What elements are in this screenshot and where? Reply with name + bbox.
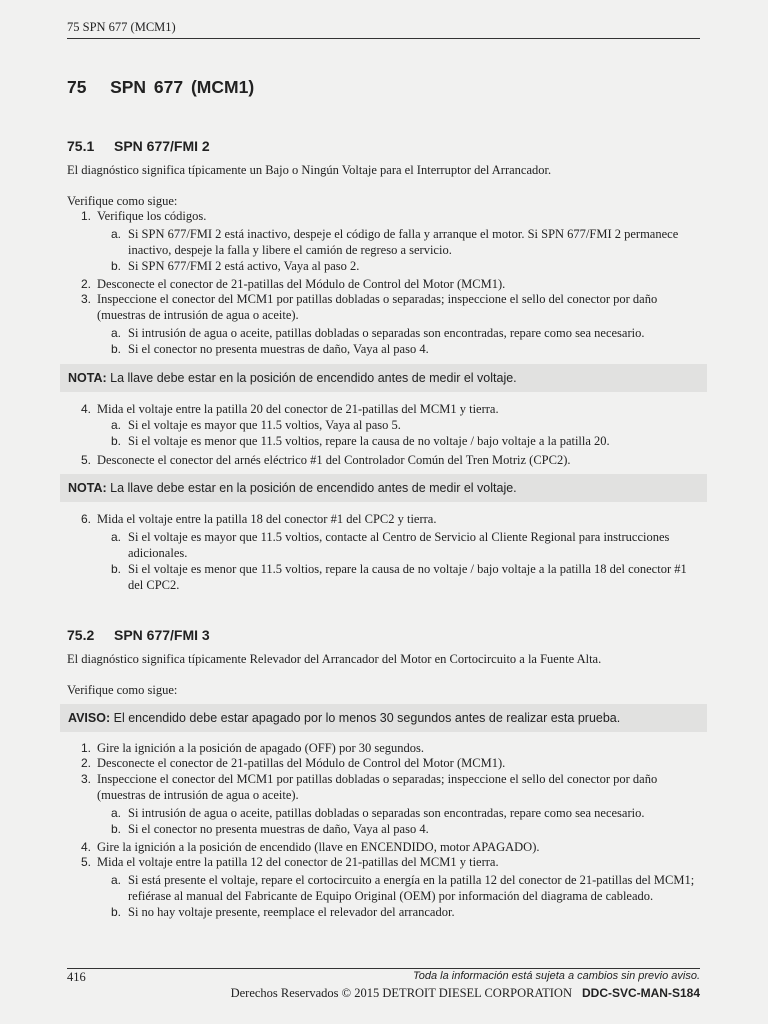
step-3-sub-b (67, 342, 700, 358)
chapter-title-text: SPN 677 (MCM1) (110, 77, 255, 97)
document-code: DDC-SVC-MAN-S184 (581, 986, 700, 1000)
page-number: 416 (67, 970, 86, 984)
fmi3-step-3 (67, 772, 700, 803)
sub-text: Si intrusión de agua o aceite, patillas dobladas o separadas son encontradas, repare como sea necesario. (128, 806, 645, 820)
notice-text: El encendido debe estar apagado por lo menos 30 segundos antes de realizar esta prueba. (113, 711, 621, 725)
footer-copyright (231, 986, 700, 1001)
chapter-number: 75 (67, 77, 87, 97)
step-1-sub-b (67, 259, 700, 275)
sub-letter: b. (110, 822, 121, 836)
note-box-2 (60, 474, 707, 502)
sub-text: Si SPN 677/FMI 2 está inactivo, despeje el código de falla y arranque el motor. Si SPN 677/FMI 2 permanece inactivo, despeje la falla y libere el camión de regreso a servicio. (128, 227, 679, 257)
copyright-text: Derechos Reservados © 2015 DETROIT DIESEL CORPORATION (230, 986, 572, 1000)
step-number: 1. (80, 741, 91, 755)
notice-label: AVISO: (68, 711, 111, 725)
intro-paragraph: El diagnóstico significa típicamente Relevador del Arrancador del Motor en Cortocircuito a la Fuente Alta. (67, 652, 602, 666)
step-text: Desconecte el conector de 21-patillas del Módulo de Control del Motor (MCM1). (97, 756, 506, 770)
sub-letter: b. (110, 562, 121, 576)
section-title-text: SPN 677/FMI 3 (114, 627, 210, 643)
sub-text: Si está presente el voltaje, repare el cortocircuito a energía en la patilla 12 del conector de 21-patillas del MCM1; refiérase al manual del Fabricante de Equipo Original (OEM) por información del diagrama de cableado. (128, 873, 695, 903)
step-number: 5. (80, 855, 91, 869)
sub-letter: b. (110, 434, 121, 448)
sub-text: Si no hay voltaje presente, reemplace el relevador del arrancador. (128, 905, 455, 919)
sub-letter: a. (110, 806, 121, 820)
footer-rule (67, 968, 700, 969)
sub-letter: a. (110, 530, 121, 544)
sub-text: Si SPN 677/FMI 2 está activo, Vaya al paso 2. (128, 259, 360, 273)
step-5 (67, 453, 700, 469)
note-text: La llave debe estar en la posición de encendido antes de medir el voltaje. (110, 481, 517, 495)
step-number: 4. (80, 840, 91, 854)
step-2 (67, 277, 700, 293)
step-1 (67, 209, 700, 225)
section-number: 75.1 (67, 138, 95, 154)
step-number: 3. (80, 292, 91, 306)
step-4-sub-b (67, 434, 700, 450)
sub-letter: a. (110, 873, 121, 887)
note-label: NOTA: (68, 371, 107, 385)
section-75-2-heading (67, 627, 700, 643)
verify-label: Verifique como sigue: (67, 683, 178, 697)
fmi3-step-2 (67, 756, 700, 772)
step-4-sub-a (67, 418, 700, 434)
sub-letter: a. (110, 326, 121, 340)
note-box-1 (60, 364, 707, 392)
fmi3-step-5-sub-a (67, 873, 700, 904)
step-number: 1. (80, 209, 91, 223)
step-text: Mida el voltaje entre la patilla 20 del conector de 21-patillas del MCM1 y tierra. (97, 402, 499, 416)
step-number: 6. (80, 512, 91, 526)
step-text: Desconecte el conector de 21-patillas del Módulo de Control del Motor (MCM1). (97, 277, 506, 291)
fmi3-step-5-sub-b (67, 905, 700, 921)
sub-text: Si el conector no presenta muestras de daño, Vaya al paso 4. (128, 342, 429, 356)
sub-letter: a. (110, 418, 121, 432)
section-75-1-heading (67, 138, 700, 154)
step-text: Verifique los códigos. (97, 209, 207, 223)
step-text: Desconecte el conector del arnés eléctrico #1 del Controlador Común del Tren Motriz (CPC2). (97, 453, 571, 467)
section-75-2-intro (67, 652, 700, 668)
step-text: Gire la ignición a la posición de apagado (OFF) por 30 segundos. (97, 741, 425, 755)
fmi3-step-5 (67, 855, 700, 871)
fmi3-step-1 (67, 741, 700, 757)
step-6-sub-a (67, 530, 700, 561)
sub-text: Si intrusión de agua o aceite, patillas dobladas o separadas son encontradas, repare como sea necesario. (128, 326, 645, 340)
section-title (67, 627, 700, 643)
note-text: La llave debe estar en la posición de encendido antes de medir el voltaje. (110, 371, 517, 385)
fmi3-step-3-sub-b (67, 822, 700, 838)
step-4 (67, 402, 700, 418)
notice-box (60, 704, 707, 732)
sub-text: Si el conector no presenta muestras de daño, Vaya al paso 4. (128, 822, 429, 836)
step-text: Gire la ignición a la posición de encendido (llave en ENCENDIDO, motor APAGADO). (97, 840, 540, 854)
step-1-sub-a (67, 227, 700, 258)
sub-text: Si el voltaje es menor que 11.5 voltios, repare la causa de no voltaje / bajo voltaje a la patilla 18 del conector #1 del CPC2. (128, 562, 687, 592)
step-3-sub-a (67, 326, 700, 342)
sub-text: Si el voltaje es mayor que 11.5 voltios, Vaya al paso 5. (128, 418, 401, 432)
fmi3-step-4 (67, 840, 700, 856)
sub-text: Si el voltaje es mayor que 11.5 voltios, contacte al Centro de Servicio al Cliente Regional para instrucciones adicionales. (128, 530, 670, 560)
step-number: 5. (80, 453, 91, 467)
sub-text: Si el voltaje es menor que 11.5 voltios, repare la causa de no voltaje / bajo voltaje a la patilla 20. (128, 434, 610, 448)
step-text: Mida el voltaje entre la patilla 12 del conector de 21-patillas del MCM1 y tierra. (97, 855, 499, 869)
footer-disclaimer: Toda la información está sujeta a cambios sin previo aviso. (413, 970, 700, 982)
section-title (67, 138, 700, 154)
sub-letter: b. (110, 259, 121, 273)
step-number: 2. (80, 277, 91, 291)
step-3 (67, 292, 700, 323)
section-75-1-intro (67, 163, 700, 179)
intro-paragraph: El diagnóstico significa típicamente un Bajo o Ningún Voltaje para el Interruptor del Arrancador. (67, 163, 552, 177)
running-head: 75 SPN 677 (MCM1) (67, 20, 700, 39)
step-text: Mida el voltaje entre la patilla 18 del conector #1 del CPC2 y tierra. (97, 512, 437, 526)
sub-letter: a. (110, 227, 121, 241)
step-text: Inspeccione el conector del MCM1 por patillas dobladas o separadas; inspeccione el sello del conector por daño (muestras de intrusión de agua o aceite). (97, 772, 658, 802)
section-75-1-verify (67, 194, 700, 210)
step-text: Inspeccione el conector del MCM1 por patillas dobladas o separadas; inspeccione el sello del conector por daño (muestras de intrusión de agua o aceite). (97, 292, 658, 322)
step-number: 2. (80, 756, 91, 770)
step-6-sub-b (67, 562, 700, 593)
sub-letter: b. (110, 342, 121, 356)
section-number: 75.2 (67, 627, 95, 643)
sub-letter: b. (110, 905, 121, 919)
section-75-2-verify (67, 683, 700, 699)
step-6 (67, 512, 700, 528)
fmi3-step-3-sub-a (67, 806, 700, 822)
chapter-title (67, 77, 254, 98)
verify-label: Verifique como sigue: (67, 194, 178, 208)
step-number: 3. (80, 772, 91, 786)
section-title-text: SPN 677/FMI 2 (114, 138, 210, 154)
step-number: 4. (80, 402, 91, 416)
note-label: NOTA: (68, 481, 107, 495)
